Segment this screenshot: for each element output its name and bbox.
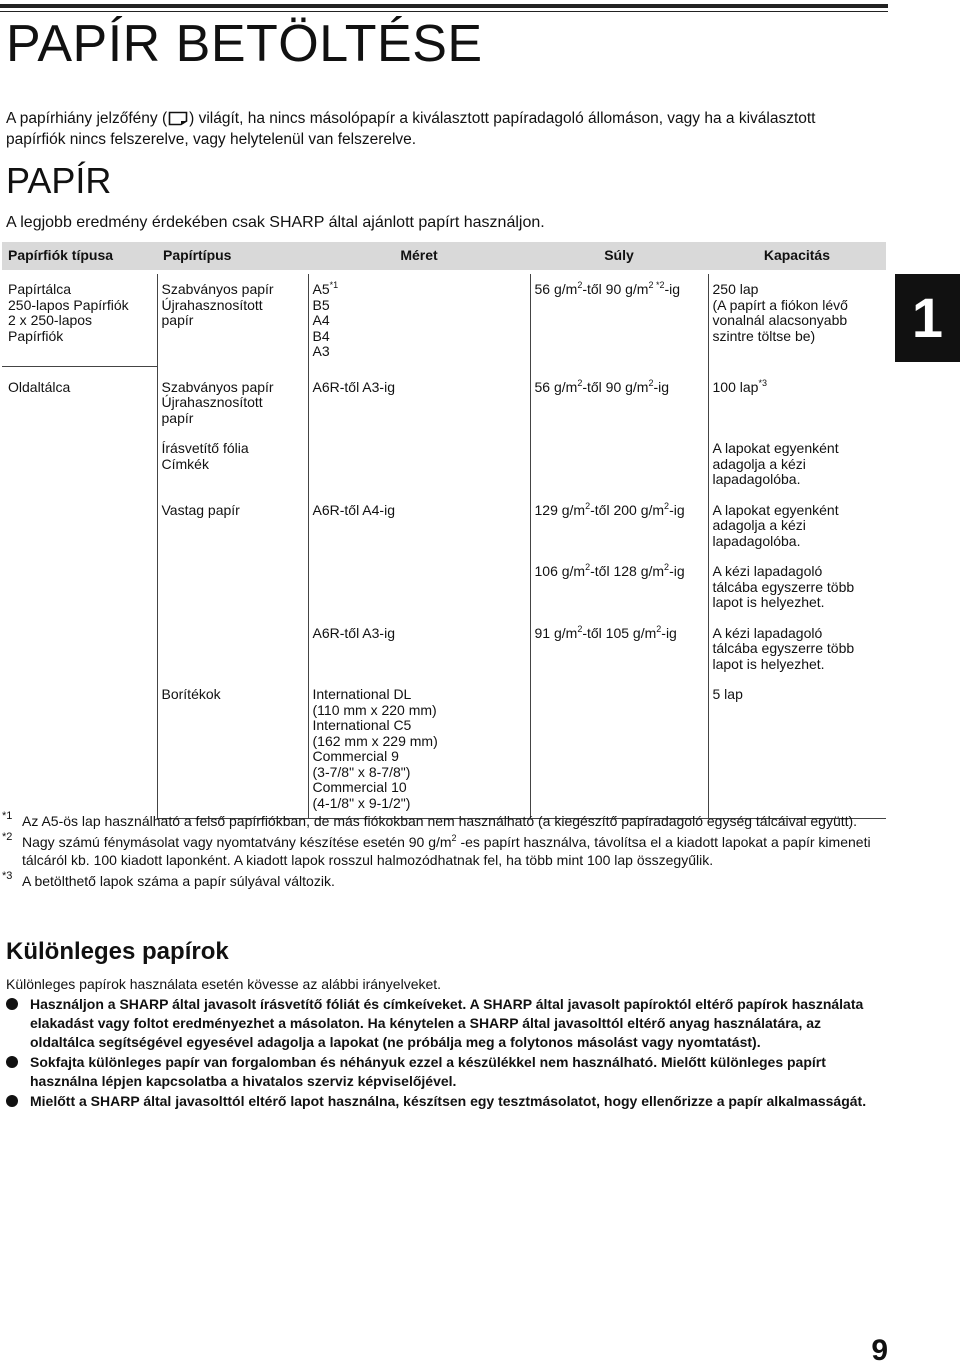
bullet-icon	[6, 1095, 18, 1107]
weight-sup: 2	[577, 623, 583, 634]
cell-size: A6R-től A3-ig	[308, 618, 530, 680]
cell-line: adagolja a kézi	[712, 455, 806, 472]
header-capacity: Kapacitás	[708, 242, 886, 272]
weight-sup: 2	[577, 377, 583, 388]
footnote-mark: *1	[2, 810, 13, 822]
top-rule-thin	[0, 11, 888, 12]
header-size: Méret	[308, 242, 530, 272]
cell-line: adagolja a kézi	[712, 517, 806, 533]
weight-text: -ig	[664, 281, 681, 297]
weight-text: -ig	[653, 378, 670, 395]
cell-line: szintre töltse be)	[712, 327, 816, 344]
weight-sup: 2	[585, 500, 591, 511]
bullet-icon	[6, 998, 18, 1010]
cell-line: Címkék	[161, 455, 209, 472]
cell-line: A3	[312, 343, 330, 359]
cell-line: lapot is helyezhet.	[712, 655, 825, 672]
table-header-row	[2, 242, 886, 272]
list-item	[6, 1092, 876, 1111]
weight-text: -től 90 g/m	[582, 378, 649, 395]
cell-size: A6R-től A3-ig	[308, 367, 530, 495]
cell-capacity	[708, 495, 886, 557]
weight-sup: 2	[648, 377, 654, 388]
list-item	[6, 995, 876, 1052]
cell-paper-type	[157, 367, 308, 434]
cell-capacity	[708, 618, 886, 680]
table-row	[2, 272, 886, 367]
weight-text: 56 g/m	[534, 281, 578, 297]
cell-tray-type: Oldaltálca	[2, 367, 157, 819]
cell-weight	[530, 367, 708, 495]
cell-paper-type: Borítékok	[157, 679, 308, 819]
cell-line: A5	[312, 281, 330, 297]
cell-paper-type	[157, 433, 308, 495]
cell-paper-type	[157, 272, 308, 367]
list-item-text: Használjon a SHARP által javasolt írásvetítő fóliát és címkeíveket. A SHARP által javasolt papíroktól eltérő papírok használata elakadást vagy foltot eredményezhet a másolaton. Ha kénytelen a SHARP által javasolttól eltérő anyag használatára, az oldaltálca segítségével egyesével adagolja a lapokat (ne próbálja meg a folytonos másolást vagy nyomtatást).	[30, 996, 864, 1050]
footnote-mark: *2	[2, 830, 13, 843]
cell-line: 250 lap	[712, 281, 759, 297]
cell-line: tálcába egyszerre több	[712, 578, 855, 595]
footnote	[2, 812, 882, 831]
weight-text: -től 105 g/m	[582, 624, 657, 641]
footnote-sup: 2	[451, 832, 457, 843]
paper-empty-indicator-icon	[168, 111, 188, 126]
footnote	[2, 869, 882, 891]
footnote-text: Nagy számú fénymásolat vagy nyomtatvány készítése esetén 90 g/m	[22, 833, 452, 850]
footnote	[2, 830, 882, 870]
cell-line: Papírtálca	[8, 281, 72, 297]
weight-text: -től 90 g/m	[582, 281, 649, 297]
cell-weight	[530, 495, 708, 557]
weight-sup: 2	[656, 623, 662, 634]
header-weight: Súly	[530, 242, 708, 272]
weight-text: 56 g/m	[534, 378, 578, 395]
cell-tray-type	[2, 272, 157, 367]
cell-line: (4-1/8" x 9-1/2")	[312, 794, 411, 811]
cell-line: Szabványos papír	[161, 281, 274, 297]
cell-line: A4	[312, 312, 330, 328]
cell-weight	[530, 556, 708, 618]
cell-line: Szabványos papír	[161, 378, 274, 395]
cell-line: (110 mm x 220 mm)	[312, 701, 437, 718]
cell-size	[308, 272, 530, 367]
paper-spec-table	[2, 242, 886, 819]
cell-capacity	[708, 367, 886, 434]
weight-text: 129 g/m	[534, 501, 586, 518]
table-row	[2, 367, 886, 434]
intro-text-end: ) világít, ha nincs másolópapír a kiválasztott papíradagoló állomáson, vagy ha a kiválasztott papírfiók nincs felszerelve, vagy helytelenül van felszerelve.	[6, 110, 816, 148]
list-item-text: Mielőtt a SHARP által javasolttól eltérő lapot használna, készítsen egy tesztmásolatot, hogy ellenőrizze a papír alkalmasságát.	[30, 1093, 867, 1109]
intro-text-start: A papírhiány jelzőfény (	[6, 110, 168, 127]
cell-line: lapot is helyezhet.	[712, 594, 825, 610]
cell-line: 2 x 250-lapos	[8, 312, 93, 328]
footnote-text: Az A5-ös lap használható a felső papírfiókban, de más fiókokban nem használható (a kiegészítő papíradagoló egység tálcáival együtt).	[22, 813, 858, 829]
footnotes	[2, 812, 882, 892]
weight-sup: 2	[577, 280, 583, 290]
cell-line: Commercial 9	[312, 748, 399, 764]
weight-text: -től 128 g/m	[590, 563, 665, 579]
weight-sup: 2 *2	[648, 280, 665, 290]
weight-text: 106 g/m	[534, 563, 586, 579]
cell-paper-type: Vastag papír	[157, 495, 308, 680]
weight-sup: 2	[585, 562, 591, 572]
footnote-text: A betölthető lapok száma a papír súlyával változik.	[22, 872, 335, 889]
cell-line: B5	[312, 296, 330, 313]
footnote-mark: *3	[2, 869, 13, 882]
header-paper-type: Papírtípus	[157, 242, 308, 272]
special-guidelines-list	[6, 995, 876, 1112]
section-heading-special: Különleges papírok	[6, 938, 229, 965]
header-tray-type: Papírfiók típusa	[2, 242, 157, 272]
cell-line: Papírfiók	[8, 327, 64, 344]
footnote-ref: *1	[329, 280, 339, 290]
bullet-icon	[6, 1056, 18, 1068]
page-number: 9	[871, 1334, 888, 1367]
special-intro: Különleges papírok használata esetén kövesse az alábbi irányelveket.	[6, 976, 442, 992]
cell-line: (3-7/8" x 8-7/8")	[312, 763, 411, 780]
list-item-text: Sokfajta különleges papír van forgalomban és néhányuk ezzel a készülékkel nem használható. Mielőtt különleges papírt használna lépjen kapcsolatba a hivatalos szerviz képviselőjével.	[30, 1054, 826, 1089]
weight-text: -ig	[669, 563, 685, 579]
cell-line: (A papírt a fiókon lévő	[712, 296, 848, 313]
cell-line: papír	[161, 409, 194, 426]
cell-size	[308, 679, 530, 819]
cell-weight	[530, 679, 708, 819]
cell-line: lapadagolóba.	[712, 532, 801, 549]
top-rule	[0, 4, 888, 8]
cell-line: tálcába egyszerre több	[712, 640, 855, 656]
cell-capacity	[708, 433, 886, 495]
cell-capacity	[708, 272, 886, 367]
cell-line: vonalnál alacsonyabb	[712, 312, 848, 328]
cell-line: International DL	[312, 686, 412, 702]
cell-weight	[530, 618, 708, 680]
cell-capacity: 5 lap	[708, 679, 886, 819]
cell-line: A lapokat egyenként	[712, 501, 839, 518]
chapter-tab: 1	[895, 274, 960, 362]
cell-line: Újrahasznosított	[161, 394, 263, 410]
weight-text: -től 200 g/m	[590, 501, 665, 518]
cell-line: papír	[161, 312, 194, 328]
page-title: PAPÍR BETÖLTÉSE	[6, 15, 483, 73]
cell-line: A kézi lapadagoló	[712, 624, 823, 641]
weight-text: 91 g/m	[534, 624, 578, 641]
cell-line: A kézi lapadagoló	[712, 563, 823, 579]
cell-line: International C5	[312, 717, 412, 733]
cell-line: Commercial 10	[312, 779, 407, 795]
footnote-ref: *3	[758, 377, 767, 388]
weight-text: -ig	[669, 501, 685, 518]
cell-line: 100 lap	[712, 378, 759, 395]
cell-line: A lapokat egyenként	[712, 440, 839, 456]
cell-line: Újrahasznosított	[161, 296, 263, 313]
weight-sup: 2	[664, 500, 670, 511]
cell-capacity	[708, 556, 886, 618]
cell-line: B4	[312, 327, 330, 344]
recommend-text: A legjobb eredmény érdekében csak SHARP által ajánlott papírt használjon.	[6, 214, 545, 231]
weight-sup: 2	[664, 562, 670, 572]
cell-line: Írásvetítő fólia	[161, 440, 249, 456]
list-item	[6, 1053, 876, 1091]
section-heading-paper: PAPÍR	[6, 160, 112, 201]
cell-line: lapadagolóba.	[712, 471, 801, 487]
cell-weight	[530, 272, 708, 367]
intro-paragraph	[6, 108, 846, 150]
cell-size: A6R-től A4-ig	[308, 495, 530, 618]
cell-line: (162 mm x 229 mm)	[312, 732, 438, 749]
weight-text: -ig	[661, 624, 677, 641]
cell-line: 250-lapos Papírfiók	[8, 296, 129, 313]
footnote-text: -es papírt használva, távolítsa el a kiadott lapokat a papír kimeneti tálcáról kb. 100 kiadott laponként. A kiadott lapok rosszul halmozódhatnak fel, ha több mint 100 lap összegyűlik.	[22, 833, 871, 868]
